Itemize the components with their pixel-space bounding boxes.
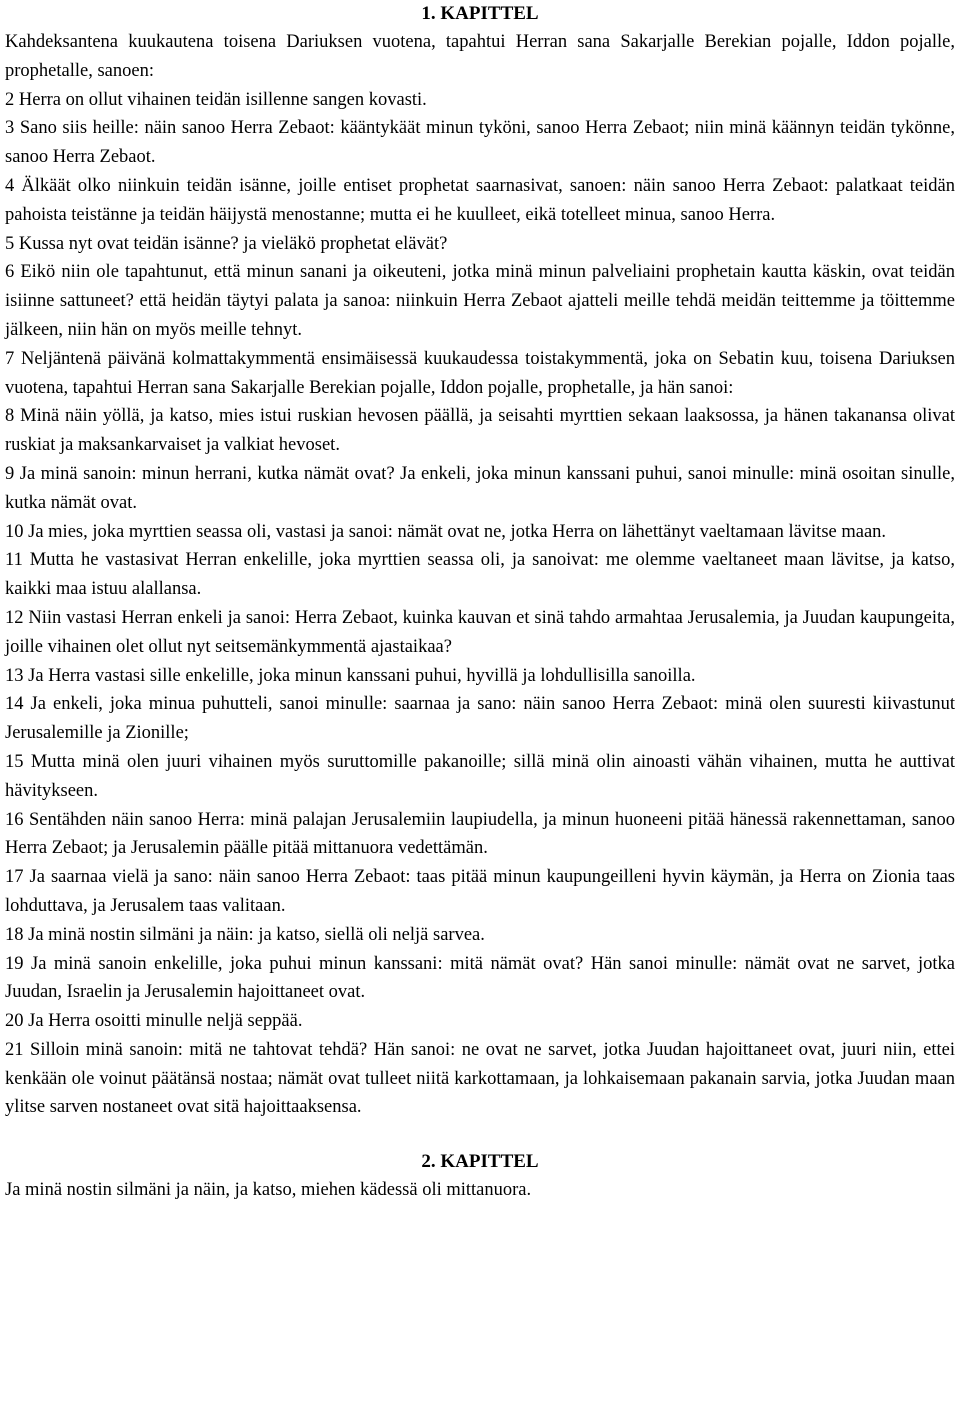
verse-1-17: 17 Ja saarnaa vielä ja sano: näin sanoo Herra Zebaot: taas pitää minun kaupungeilleni hyvin käymän, ja Herra on Zionia taas lohduttava, ja Jerusalem taas valitaan. bbox=[5, 867, 955, 916]
verse-1-21: 21 Silloin minä sanoin: mitä ne tahtovat tehdä? Hän sanoi: ne ovat ne sarvet, jotka Juudan hajoittaneet ovat, juuri niin, ettei kenkään ole voinut päätänsä nostaa; nämät ovat tulleet niitä karkottamaan, ja lohkaisemaan pakanain sarvia, jotka Juudan maan ylitse sarven nostaneet ovat sitä hajoittaaksensa. bbox=[5, 1039, 955, 1118]
verse-1-5: 5 Kussa nyt ovat teidän isänne? ja vieläkö prophetat elävät? bbox=[5, 233, 448, 254]
verse-1-10: 10 Ja mies, joka myrttien seassa oli, vastasi ja sanoi: nämät ovat ne, jotka Herra on lähettänyt vaeltamaan lävitse maan. bbox=[5, 521, 887, 542]
verse-2-1: Ja minä nostin silmäni ja näin, ja katso, miehen kädessä oli mittanuora. bbox=[5, 1180, 532, 1201]
chapter-2-title: 2. KAPITTEL bbox=[421, 1151, 539, 1173]
verse-1-4: 4 Älkäät olko niinkuin teidän isänne, joille entiset prophetat saarnasivat, sanoen: näin sanoo Herra Zebaot: palatkaat teidän pahoista teistänne ja teidän häijystä menostanne; mutta ei he kuulleet, eikä totelleet minua, sanoo Herra. bbox=[5, 175, 955, 225]
verse-1-3: 3 Sano siis heille: näin sanoo Herra Zebaot: kääntykäät minun tyköni, sanoo Herra Zebaot; niin minä käännyn teidän tykönne, sanoo Herra Zebaot. bbox=[5, 118, 955, 168]
verse-1-20: 20 Ja Herra osoitti minulle neljä seppää. bbox=[5, 1011, 303, 1032]
chapter-2-body bbox=[5, 1176, 955, 1205]
verse-1-7: 7 Neljäntenä päivänä kolmattakymmentä ensimäisessä kuukaudessa toistakymmentä, joka on Sebatin kuu, toisena Dariuksen vuotena, tapahtui Herran sana Sakarjalle Berekian pojalle, Iddon pojalle, prophetalle, ja hän sanoi: bbox=[5, 348, 955, 398]
verse-1-19: 19 Ja minä sanoin enkelille, joka puhui minun kanssani: mitä nämät ovat? Hän sanoi minulle: nämät ovat ne sarvet, jotka Juudan, Israelin ja Jerusalemin hajoittaneet ovat. bbox=[5, 953, 955, 1003]
chapter-1-title: 1. KAPITTEL bbox=[421, 3, 539, 24]
chapter-1-body bbox=[5, 28, 955, 1122]
verse-1-16: 16 Sentähden näin sanoo Herra: minä palajan Jerusalemiin laupiudella, ja minun huoneeni pitää hänessä rakennettaman, sanoo Herra Zebaot; ja Jerusalemin päälle pitää mittanuora vedettämän. bbox=[5, 809, 955, 859]
verse-1-2: 2 Herra on ollut vihainen teidän isillenne sangen kovasti. bbox=[5, 89, 427, 110]
verse-1-6: 6 Eikö niin ole tapahtunut, että minun sanani ja oikeuteni, jotka minä minun palveliaini prophetain kautta käskin, ovat teidän isiinne sattuneet? että heidän täytyi palata ja sanoa: niinkuin Herra Zebaot ajatteli meille tehdä meidän teittemme ja töittemme jälkeen, niin hän on myös meille tehnyt. bbox=[5, 262, 955, 340]
verse-1-8: 8 Minä näin yöllä, ja katso, mies istui ruskian hevosen päällä, ja seisahti myrttien sekaan laaksossa, ja hänen takanansa olivat ruskiat ja maksankarvaiset ja valkiat hevoset. bbox=[5, 406, 955, 456]
verse-1-15: 15 Mutta minä olen juuri vihainen myös suruttomille pakanoille; sillä minä olin ainoasti vähän vihainen, mutta he auttivat hävitykseen. bbox=[5, 751, 955, 801]
verse-1-12: 12 Niin vastasi Herran enkeli ja sanoi: Herra Zebaot, kuinka kauvan et sinä tahdo armahtaa Jerusalemia, ja Juudan kaupungeita, joille vihainen olet ollut nyt seitsemänkymmentä ajastaikaa? bbox=[5, 607, 955, 657]
verse-1-11: 11 Mutta he vastasivat Herran enkelille, joka myrttien seassa oli, ja sanoivat: me olemme vaeltaneet maan lävitse, ja katso, kaikki maa istuu alallansa. bbox=[5, 550, 955, 600]
verse-1-18: 18 Ja minä nostin silmäni ja näin: ja katso, siellä oli neljä sarvea. bbox=[5, 924, 485, 945]
verse-1-1: Kahdeksantena kuukautena toisena Dariuksen vuotena, tapahtui Herran sana Sakarjalle Berekian pojalle, Iddon pojalle, prophetalle, sanoen: bbox=[5, 32, 955, 81]
verse-1-9: 9 Ja minä sanoin: minun herrani, kutka nämät ovat? Ja enkeli, joka minun kanssani puhui, sanoi minulle: minä osoitan sinulle, kutka nämät ovat. bbox=[5, 463, 955, 513]
verse-1-13: 13 Ja Herra vastasi sille enkelille, joka minun kanssani puhui, hyvillä ja lohdullisilla sanoilla. bbox=[5, 665, 696, 686]
verse-1-14: 14 Ja enkeli, joka minua puhutteli, sanoi minulle: saarnaa ja sano: näin sanoo Herra Zebaot: minä olen suuresti kiivastunut Jerusalemille ja Zionille; bbox=[5, 694, 955, 744]
